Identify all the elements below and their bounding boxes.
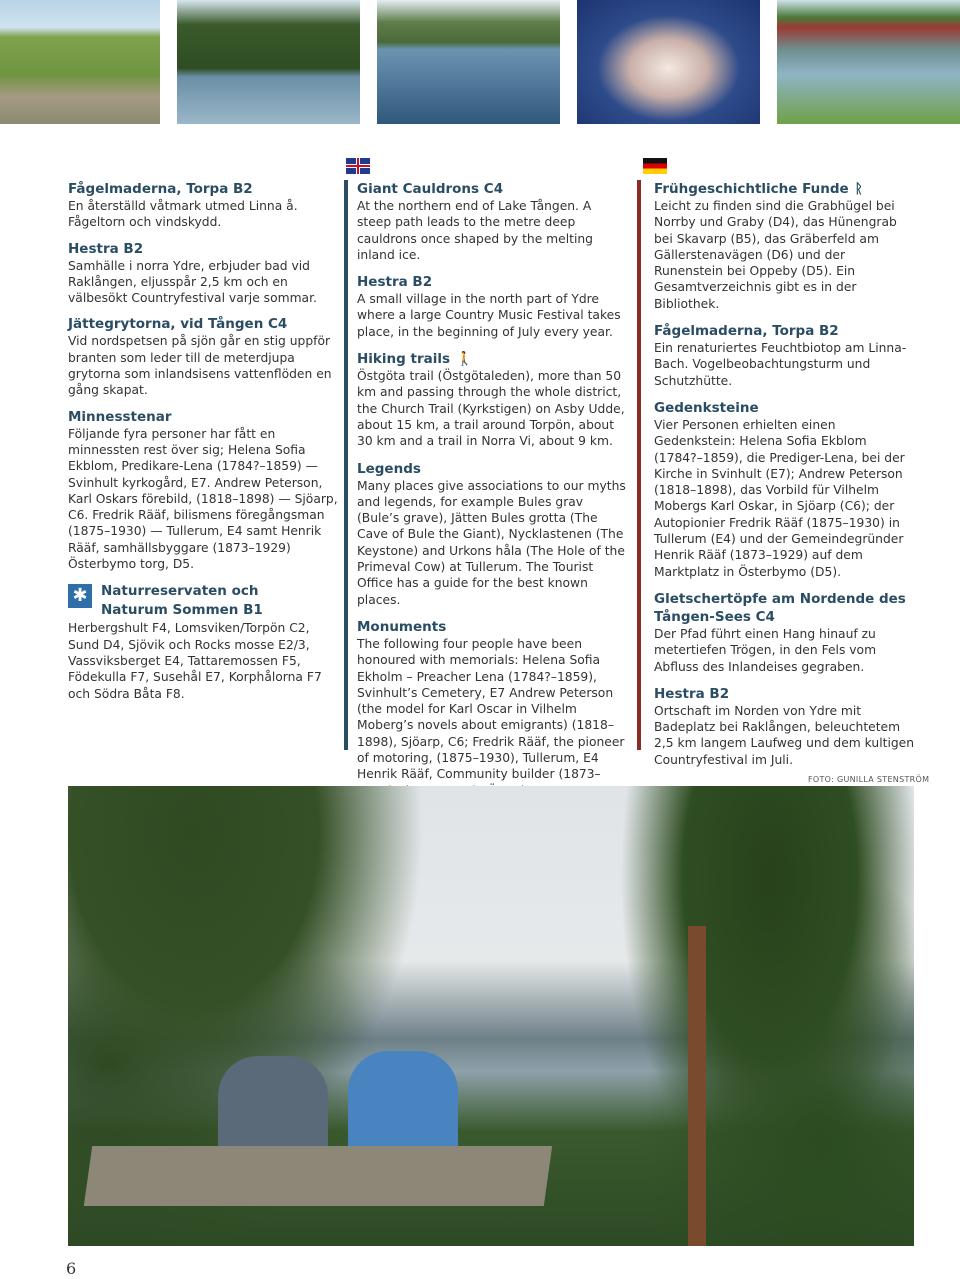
photo-lake-shore — [177, 0, 360, 124]
photo-trees-right — [594, 786, 914, 1246]
column-german — [654, 180, 916, 768]
photo-lake-view — [68, 786, 914, 1246]
snowflake-icon: ✱ — [68, 584, 92, 608]
section-body: Herbergshult F4, Lomsviken/Torpön C2, Sund D4, Sjövik och Rocks mosse E2/3, Vassviksberget E4, Tattaremossen F5, Födekulla F7, Susehål E7, Korphålorna F7 och Södra Båta F8. — [68, 621, 322, 701]
section-title: Giant Cauldrons C4 — [357, 181, 504, 197]
photo-ice-cream — [577, 0, 760, 124]
section-title: Hestra B2 — [68, 240, 144, 257]
section-body: Leicht zu finden sind die Grabhügel bei Norrby und Graby (D4), das Hünengrab bei Skavarp (B5), das Gräberfeld am Gällerstenavägen (D6) und der Runenstein bei Oppeby (D5). Ein Gesamtverzeichnis gibt es in der Bibliothek. — [654, 199, 897, 311]
section-body: Följande fyra personer har fått en minnessten rest över sig; Helena Sofia Ekblom, Predikare-Lena (1784?–1859) — Svinhult kyrkogård, E7. Andrew Peterson, Karl Oskars förebild, (1818–1898) — Sjöarp, C6. Fredrik Rääf, bilismens föregångsman (1875–1930) — Tullerum, E4 samt Henrik Rääf, samhällsbyggare (1873–1929) Österbymo torg, D5. — [68, 426, 338, 572]
column-swedish — [68, 180, 338, 702]
section-title: Minnesstenar — [68, 408, 172, 425]
section-title: Gletschertöpfe am Nordende des Tången-Sees C4 — [654, 590, 906, 625]
section-body: Vier Personen erhielten einen Gedenkstein: Helena Sofia Ekblom (1784?–1859), die Prediger-Lena, bei der Kirche in Svinhult (E7); Andrew Peterson (1818–1898), das Vorbild für Vilhelm Mobergs Karl Oskar, in Sjöarp (C6); der Autopionier Fredrik Rääf (1875–1930) in Tullerum (E4) und der Gemeindegründer Henrik Rääf (1873–1929) auf dem Marktplatz in Österbymo (D5). — [654, 417, 905, 579]
section-body: At the northern end of Lake Tången. A steep path leads to the metre deep cauldrons once shaped by the melting inland ice. — [357, 199, 593, 262]
section-body: Ortschaft im Norden von Ydre mit Badeplatz bei Raklången, beleuchtetem 2,5 km langem Laufweg und dem kultigen Countryfestival im Juli. — [654, 703, 915, 767]
section-body: The following four people have been honoured with memorials: Helena Sofia Ekholm – Preacher Lena (1784?–1859), Svinhult’s Cemetery, E7 Andrew Peterson (the model for Karl Oscar in Vilhelm Moberg’s novels about emigrants) (1818–1898), Sjöarp, C6; Fredrik Rääf, the pioneer of motoring, (1875–1930), Tullerum, E4 Henrik Rääf, Community builder (1873– — [357, 636, 625, 782]
photo-bridge — [777, 0, 960, 124]
column-english — [357, 180, 627, 799]
section-body: Many places give associations to our myths and legends, for example Bules grav (Bule’s grave), Jätten Bules grotta (The Cave of Bule the Giant), Nycklastenen (The Keystone) and Urkons håla (The Hole of the Primeval Cow) at Tullerum. The Tourist Office has a guide for the best known places. — [357, 478, 626, 607]
photo-meadow — [0, 0, 160, 124]
section-body: Östgöta trail (Östgötaleden), more than 50 km and passing through the whole district, the Church Trail (Kyrkstigen) on Asby Udde, about 15 km, a trail around Torpön, about 30 km and a trail in Norra Vi, about 9 km. — [357, 369, 625, 449]
rune-icon: ᚱ — [854, 181, 863, 197]
section-body: A small village in the north part of Ydre where a large Country Music Festival takes place, in the beginning of July every year. — [357, 292, 621, 339]
section-title: Gedenksteine — [654, 399, 759, 416]
column-divider-english — [344, 180, 348, 750]
section-body: Samhälle i norra Ydre, erbjuder bad vid Raklången, eljusspår 2,5 km och en välbesökt Countryfestival varje sommar. — [68, 258, 317, 306]
section-body: En återställd våtmark utmed Linna å. Fågeltorn och vindskydd. — [68, 199, 298, 230]
section-title: Hiking trails 🚶 — [357, 351, 473, 368]
section-title: Hestra B2 — [357, 274, 433, 291]
section-body: Vid nordspetsen på sjön går en stig uppför branten som leder till de meterdjupa grytorna som inlandsisens vattenflöden en gång skapat. — [68, 334, 332, 398]
section-body: Der Pfad führt einen Hang hinauf zu metertiefen Trögen, in den Fels vom Abfluss des Inlandeises gegraben. — [654, 626, 877, 674]
uk-flag-icon — [346, 158, 370, 174]
hikers-icon: 🚶 — [456, 351, 473, 368]
de-flag-icon — [643, 158, 667, 174]
column-divider-german — [637, 180, 641, 750]
page-number: 6 — [66, 1259, 77, 1278]
section-title: Fågelmaderna, Torpa B2 — [654, 323, 839, 340]
section-title: Frühgeschichtliche Funde ᚱ — [654, 181, 863, 197]
section-title: Legends — [357, 460, 421, 477]
photo-pine-trunk — [688, 926, 706, 1246]
section-title: Monuments — [357, 618, 447, 635]
section-body: Ein renaturiertes Feuchtbiotop am Linna-Bach. Vogelbeobachtungsturm und Schutzhütte. — [654, 341, 907, 388]
section-title: Jättegrytorna, vid Tången C4 — [68, 316, 288, 333]
photo-harbour — [377, 0, 560, 124]
section-title: Fågelmaderna, Torpa B2 — [68, 181, 253, 197]
nature-reserves-heading — [68, 582, 338, 620]
photo-credit: FOTO: GUNILLA STENSTRÖM — [808, 775, 930, 784]
section-title: Naturreservaten och Naturum Sommen B1 — [101, 583, 263, 619]
section-title: Hestra B2 — [654, 685, 730, 702]
photo-bench — [84, 1146, 552, 1206]
